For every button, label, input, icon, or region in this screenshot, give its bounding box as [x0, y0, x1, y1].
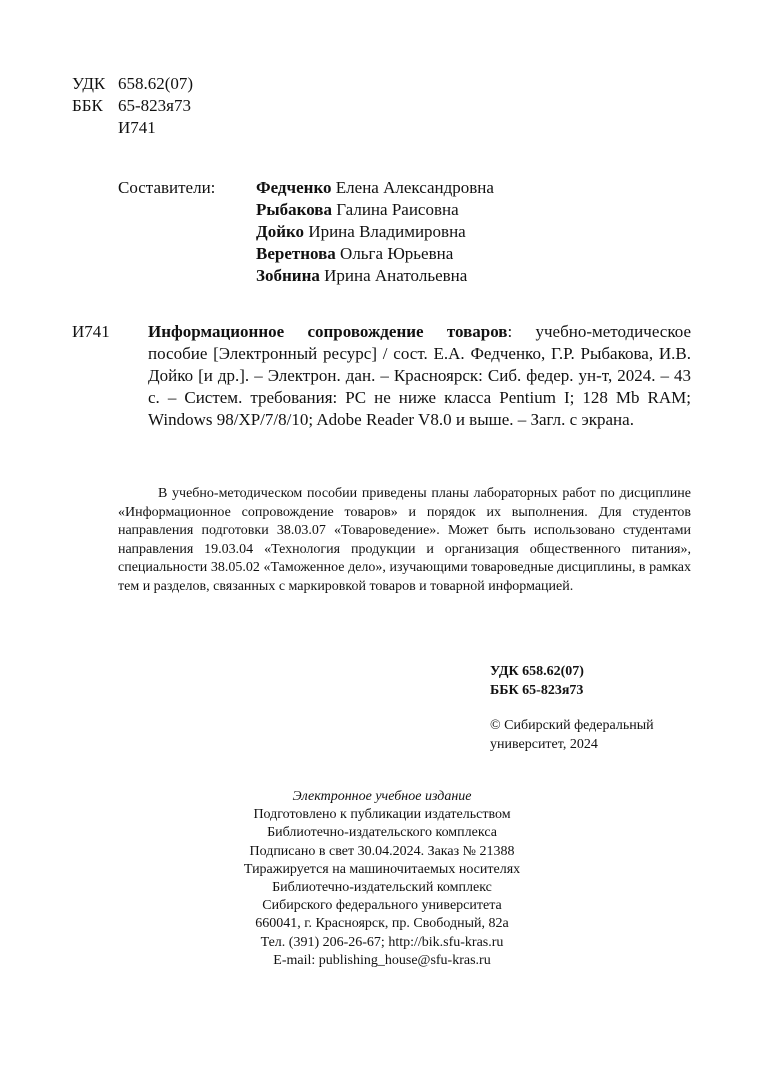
udk-value: 658.62(07) — [118, 74, 194, 93]
codes-block — [490, 663, 584, 700]
compiler-surname: Дойко — [256, 222, 305, 241]
bbk-label: ББК — [72, 96, 103, 115]
imprint-line: E-mail: publishing_house@sfu-kras.ru — [273, 952, 491, 968]
book-title: Информационное сопровождение товаров — [148, 322, 508, 341]
compiler-name: Елена Александровна — [335, 178, 494, 197]
udk-code: УДК 658.62(07) — [490, 664, 584, 679]
compiler-item — [256, 221, 494, 243]
author-sign: И741 — [118, 118, 156, 137]
bbk-code: ББК 65-823я73 — [490, 682, 584, 698]
compiler-surname: Зобнина — [256, 266, 320, 285]
abstract-paragraph: В учебно-методическом пособии приведены планы лабораторных работ по дисциплине «Информационное сопровождение товаров» и порядок их выполнения. Для студентов направления подготовки 38.03.07 «Товароведение». Может быть использовано студентами направления 19.03.04 «Технология продукции и организация общественного питания», специальности 38.05.02 «Таможенное дело», изучающими товароведные дисциплины, в рамках тем и разделов, связанных с маркировкой товаров и товарной информацией. — [118, 486, 691, 594]
imprint-line: Тел. (391) 206-26-67; http://bik.sfu-kras.ru — [260, 934, 504, 950]
bibliographic-description: : учебно-методическое пособие [Электронный ресурс] / сост. Е.А. Федченко, Г.Р. Рыбакова, И.В. Дойко [и др.]. – Электрон. дан. – Красноярск: Сиб. федер. ун-т, 2024. – 43 с. – Систем. требования: PC не ниже класса Pentium I; 128 Mb RAM; Windows 98/XP/7/8/10; Adobe Reader V8.0 и выше. – Загл. с экрана. — [148, 322, 691, 429]
compiler-name: Галина Раисовна — [336, 200, 459, 219]
imprint-line: Подписано в свет 30.04.2024. Заказ № 21388 — [249, 843, 515, 859]
copyright-block — [490, 717, 654, 754]
classification-block — [72, 73, 193, 139]
compiler-item — [256, 243, 494, 265]
imprint-line: Сибирского федерального университета — [262, 898, 502, 914]
imprint-line: Библиотечно-издательского комплекса — [267, 825, 497, 841]
bibliographic-index: И741 — [72, 322, 110, 341]
copyright-line-2: университет, 2024 — [490, 736, 598, 752]
imprint-line: Библиотечно-издательский комплекс — [272, 880, 492, 896]
compilers-label: Составители: — [118, 178, 216, 197]
udk-label: УДК — [72, 74, 106, 93]
imprint-line: Тиражируется на машиночитаемых носителях — [243, 861, 521, 877]
author-sign-row — [72, 117, 193, 139]
compiler-item — [256, 199, 494, 221]
bbk-row — [72, 95, 193, 117]
compiler-item — [256, 265, 494, 287]
compiler-surname: Федченко — [256, 178, 332, 197]
copyright-line-1: © Сибирский федеральный — [490, 718, 654, 733]
imprint-line: Подготовлено к публикации издательством — [253, 807, 511, 823]
udk-row — [72, 73, 193, 95]
bbk-value: 65-823я73 — [118, 96, 191, 115]
edition-type: Электронное учебное издание — [292, 789, 472, 804]
compiler-name: Ирина Владимировна — [308, 222, 466, 241]
imprint-line: 660041, г. Красноярск, пр. Свободный, 82а — [255, 916, 509, 932]
compilers-list — [256, 177, 494, 287]
compiler-item — [256, 177, 494, 199]
compiler-name: Ирина Анатольевна — [324, 266, 468, 285]
bibliographic-record — [148, 321, 691, 431]
compiler-surname: Веретнова — [256, 244, 336, 263]
compiler-surname: Рыбакова — [256, 200, 332, 219]
compiler-name: Ольга Юрьевна — [340, 244, 454, 263]
imprint-block — [182, 788, 582, 970]
